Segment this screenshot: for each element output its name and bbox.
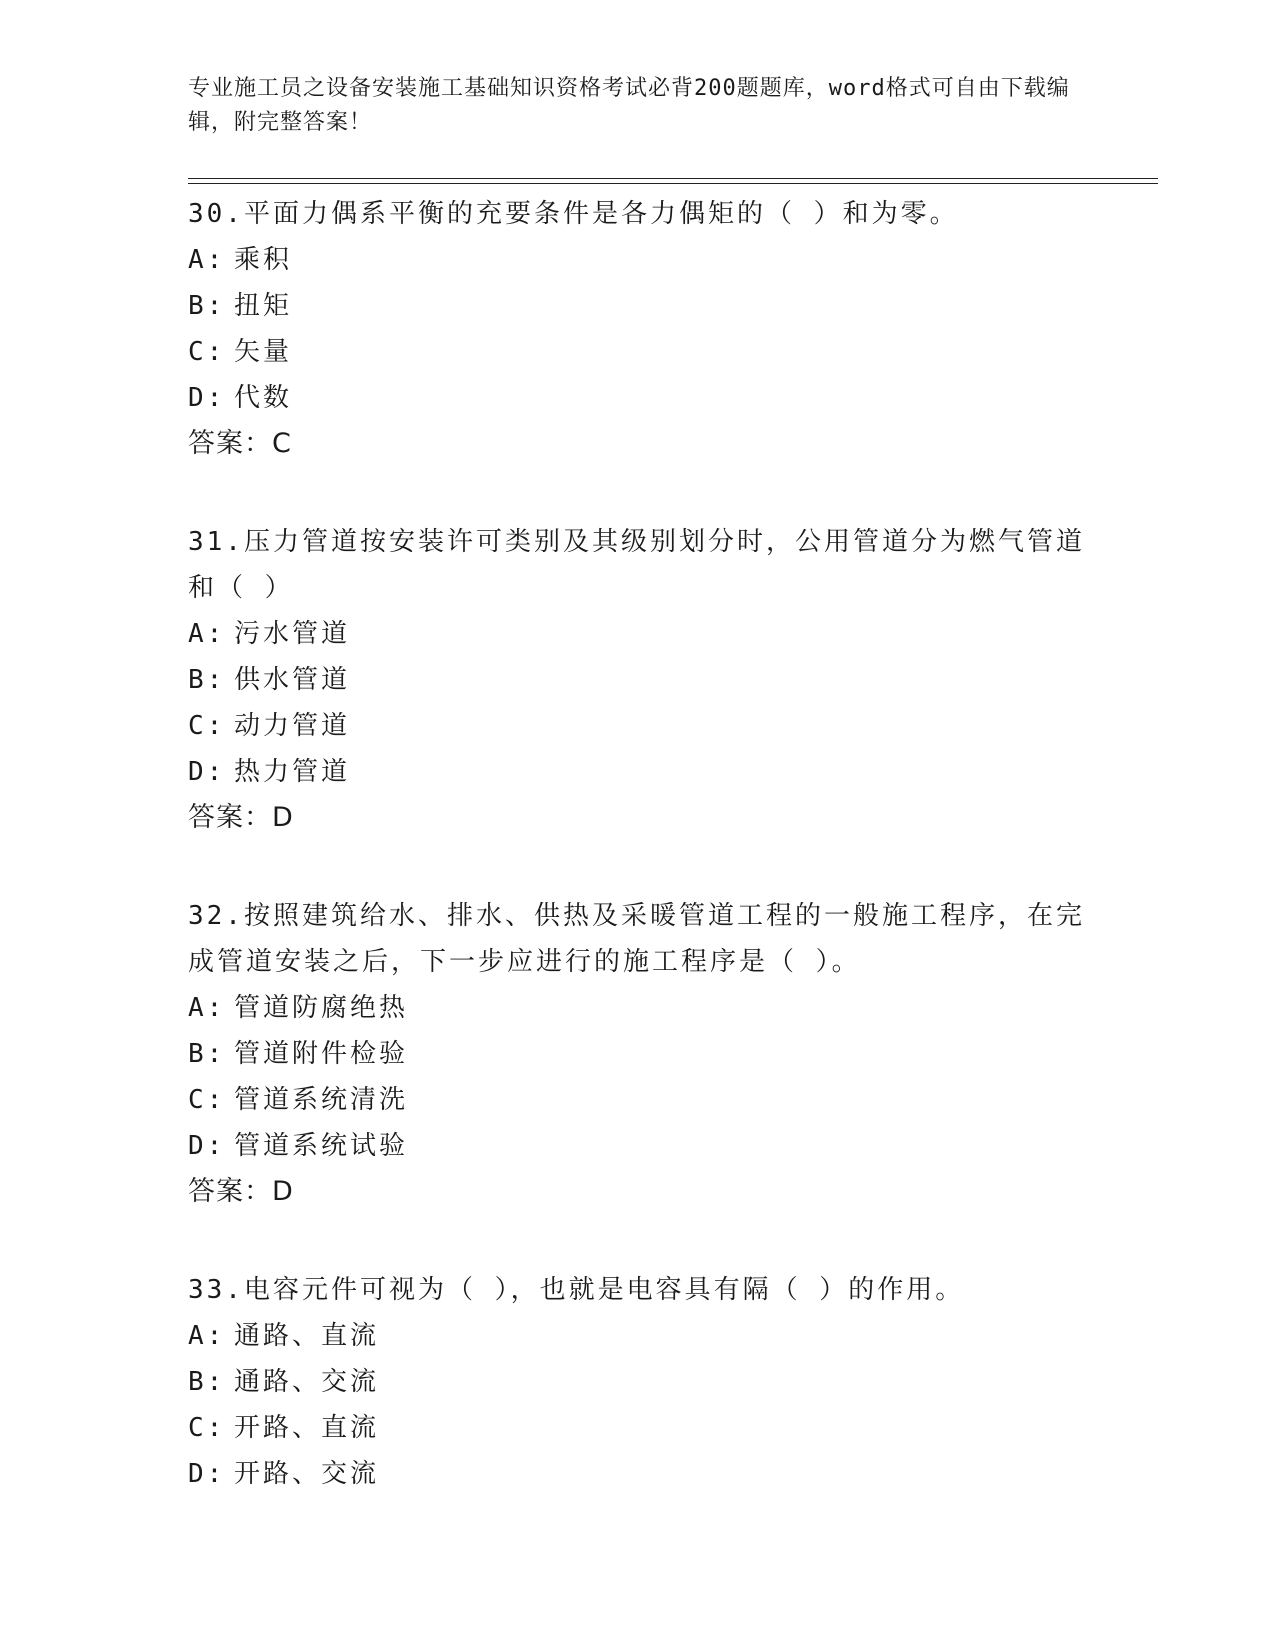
question-item: [188, 893, 1088, 1215]
option-text: 管道防腐绝热: [234, 993, 409, 1023]
option-b: [188, 283, 1088, 329]
option-text: 管道附件检验: [234, 1039, 409, 1069]
question-text: 32.按照建筑给水、排水、供热及采暖管道工程的一般施工程序，在完成管道安装之后，下一步应进行的施工程序是（ ）。: [188, 901, 1085, 977]
option-text: 矢量: [234, 337, 293, 367]
option-b: [188, 1031, 1088, 1077]
document-header: 专业施工员之设备安装施工基础知识资格考试必背200题题库，word格式可自由下载编辑，附完整答案！: [188, 76, 1070, 135]
question-text: 30.平面力偶系平衡的充要条件是各力偶矩的（ ）和为零。: [188, 199, 959, 229]
option-letter: C:: [188, 1085, 226, 1115]
option-letter: D:: [188, 383, 226, 413]
option-letter: A:: [188, 993, 226, 1023]
option-c: [188, 1077, 1088, 1123]
question-text: 31.压力管道按安装许可类别及其级别划分时，公用管道分为燃气管道和（ ）: [188, 527, 1085, 603]
option-letter: B:: [188, 1039, 226, 1069]
option-d: [188, 1451, 1088, 1497]
option-a: [188, 611, 1088, 657]
option-letter: B:: [188, 1367, 226, 1397]
option-text: 通路、直流: [234, 1321, 380, 1351]
header-divider-bottom: [188, 183, 1158, 184]
answer-line: 答案：C: [188, 428, 292, 459]
option-letter: B:: [188, 665, 226, 695]
option-letter: A:: [188, 245, 226, 275]
question-item: [188, 191, 1088, 467]
option-text: 动力管道: [234, 711, 351, 741]
option-letter: D:: [188, 1131, 226, 1161]
option-text: 污水管道: [234, 619, 351, 649]
option-letter: B:: [188, 291, 226, 321]
option-text: 管道系统清洗: [234, 1085, 409, 1115]
option-d: [188, 1123, 1088, 1169]
option-text: 代数: [234, 383, 293, 413]
option-text: 扭矩: [234, 291, 293, 321]
option-text: 供水管道: [234, 665, 351, 695]
option-letter: C:: [188, 711, 226, 741]
option-letter: A:: [188, 1321, 226, 1351]
option-text: 乘积: [234, 245, 293, 275]
option-a: [188, 985, 1088, 1031]
option-d: [188, 749, 1088, 795]
option-text: 开路、交流: [234, 1459, 380, 1489]
option-a: [188, 237, 1088, 283]
question-text: 33.电容元件可视为（ ），也就是电容具有隔（ ）的作用。: [188, 1275, 965, 1305]
header-divider-top: [188, 178, 1158, 179]
option-text: 管道系统试验: [234, 1131, 409, 1161]
option-text: 通路、交流: [234, 1367, 380, 1397]
option-text: 开路、直流: [234, 1413, 380, 1443]
question-item: [188, 519, 1088, 841]
answer-line: 答案：D: [188, 802, 294, 833]
option-b: [188, 1359, 1088, 1405]
option-letter: D:: [188, 757, 226, 787]
option-d: [188, 375, 1088, 421]
option-text: 热力管道: [234, 757, 351, 787]
option-letter: A:: [188, 619, 226, 649]
question-list: [188, 191, 1088, 1549]
option-letter: C:: [188, 337, 226, 367]
option-c: [188, 703, 1088, 749]
option-a: [188, 1313, 1088, 1359]
answer-line: 答案：D: [188, 1176, 294, 1207]
option-letter: C:: [188, 1413, 226, 1443]
option-letter: D:: [188, 1459, 226, 1489]
option-c: [188, 1405, 1088, 1451]
question-item: [188, 1267, 1088, 1497]
option-b: [188, 657, 1088, 703]
option-c: [188, 329, 1088, 375]
